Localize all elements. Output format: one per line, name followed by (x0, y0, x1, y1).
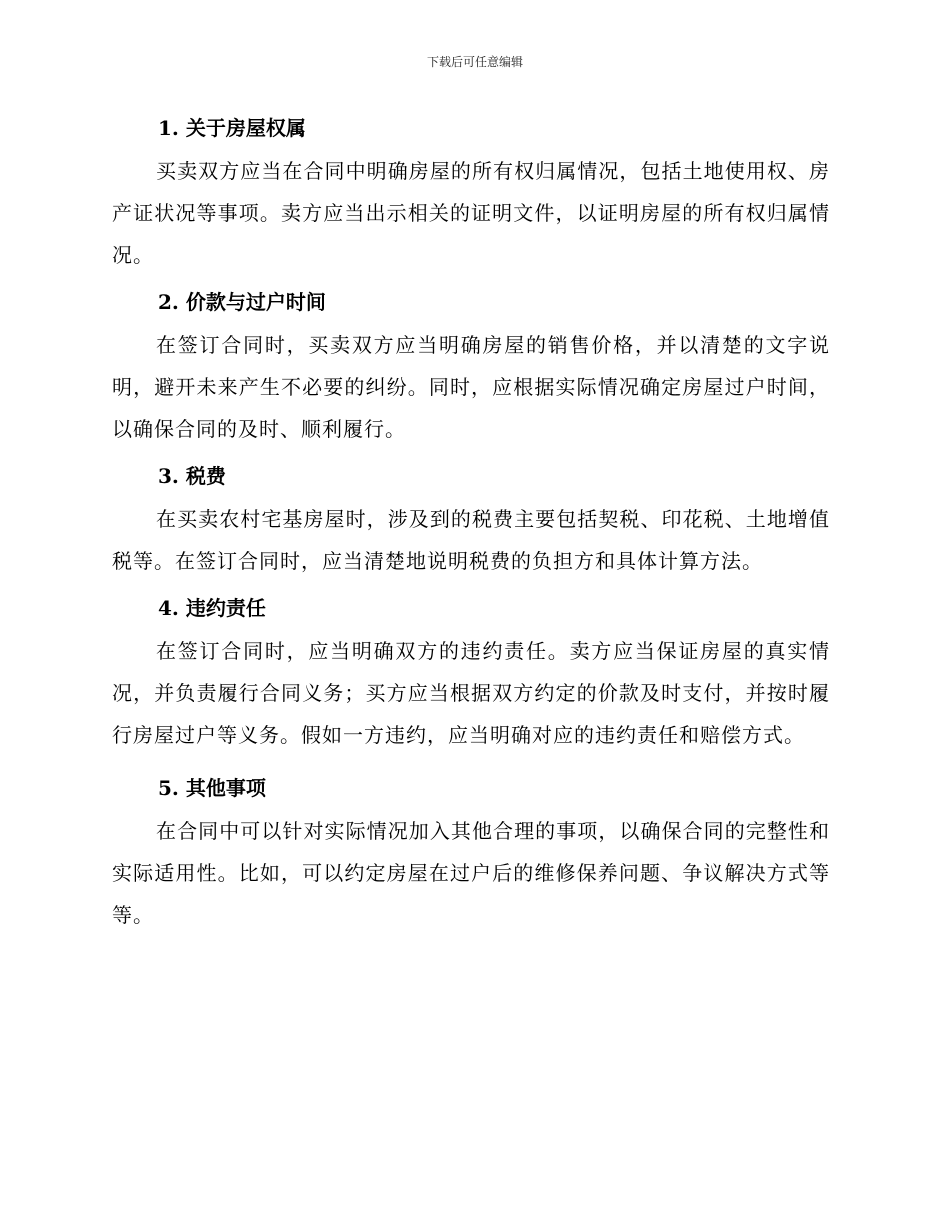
section-property-ownership (112, 108, 830, 276)
document-content (112, 108, 830, 942)
section-price-transfer-time (112, 282, 830, 450)
section-paragraph: 在买卖农村宅基房屋时，涉及到的税费主要包括契税、印花税、土地增值税等。在签订合同时，应当清楚地说明税费的负担方和具体计算方法。 (112, 507, 830, 573)
section-paragraph: 在签订合同时，买卖双方应当明确房屋的销售价格，并以清楚的文字说明，避开未来产生不必要的纠纷。同时，应根据实际情况确定房屋过户时间，以确保合同的及时、顺利履行。 (112, 333, 830, 441)
section-paragraph: 买卖双方应当在合同中明确房屋的所有权归属情况，包括土地使用权、房产证状况等事项。卖方应当出示相关的证明文件，以证明房屋的所有权归属情况。 (112, 159, 830, 267)
section-other-matters (112, 768, 830, 936)
section-breach-liability (112, 588, 830, 756)
page-header-note: 下载后可任意编辑 (426, 55, 523, 69)
section-taxes (112, 456, 830, 582)
section-heading: 1. 关于房屋权属 (158, 116, 306, 140)
section-heading: 5. 其他事项 (158, 776, 266, 800)
section-heading: 4. 违约责任 (158, 596, 266, 620)
section-heading: 3. 税费 (158, 464, 226, 488)
section-heading: 2. 价款与过户时间 (158, 290, 326, 314)
section-paragraph: 在合同中可以针对实际情况加入其他合理的事项，以确保合同的完整性和实际适用性。比如，可以约定房屋在过户后的维修保养问题、争议解决方式等等。 (112, 819, 830, 927)
section-paragraph: 在签订合同时，应当明确双方的违约责任。卖方应当保证房屋的真实情况，并负责履行合同义务；买方应当根据双方约定的价款及时支付，并按时履行房屋过户等义务。假如一方违约，应当明确对应的违约责任和赔偿方式。 (112, 639, 830, 747)
